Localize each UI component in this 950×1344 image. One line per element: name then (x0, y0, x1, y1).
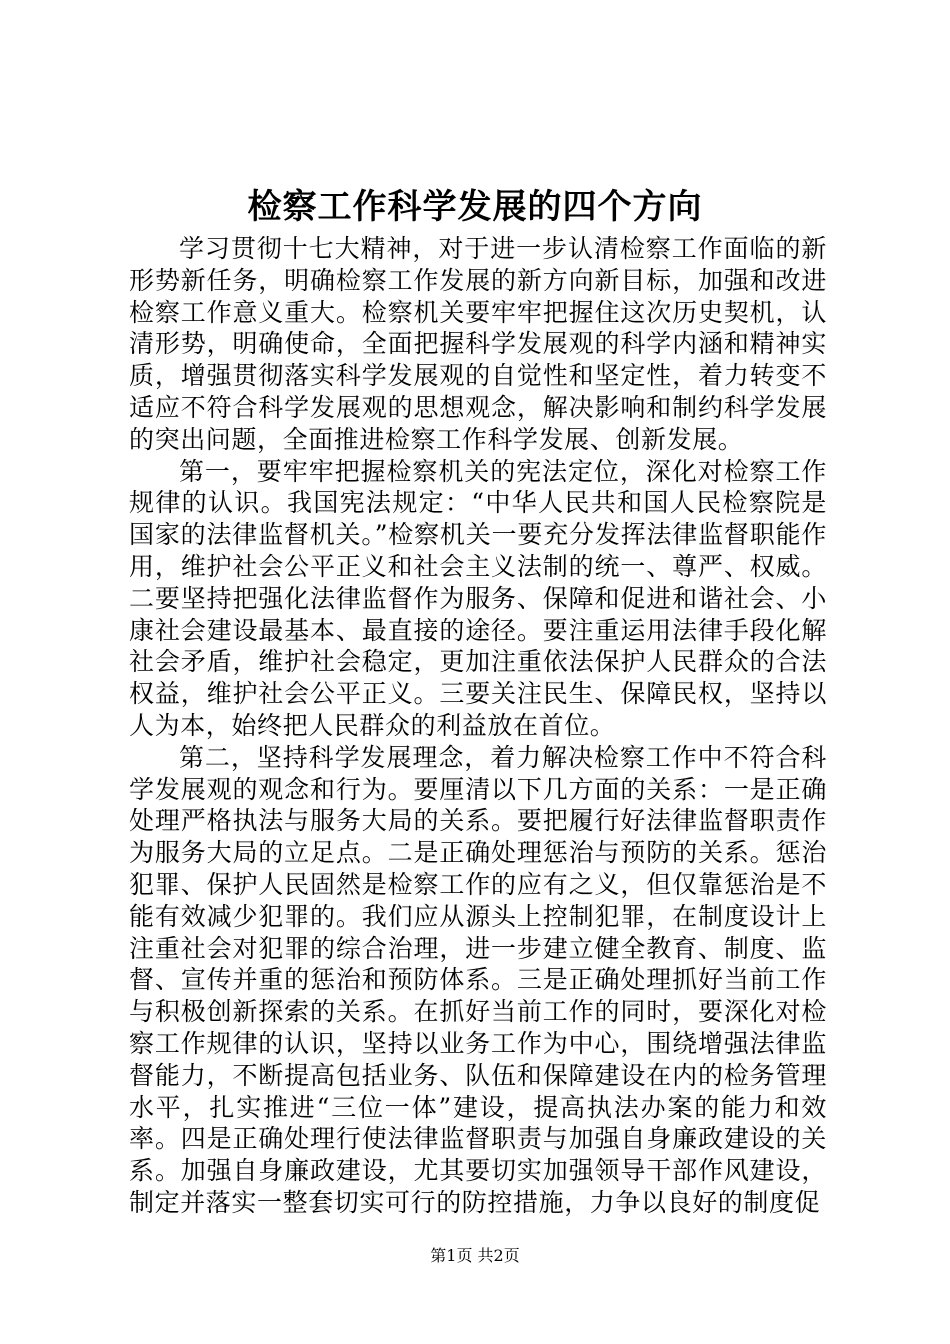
paragraph-first: 第一，要牢牢把握检察机关的宪法定位，深化对检察工作规律的认识。我国宪法规定：“中华人民共和国人民检察院是国家的法律监督机关。”检察机关一要充分发挥法律监督职能作用，维护社会公平正义和社会主义法制的统一、尊严、权威。二要坚持把强化法律监督作为服务、保障和促进和谐社会、小康社会建设最基本、最直接的途径。要注重运用法律手段化解社会矛盾，维护社会稳定，更加注重依法保护人民群众的合法权益，维护社会公平正义。三要关注民生、保障民权，坚持以人为本，始终把人民群众的利益放在首位。 (129, 456, 827, 740)
paragraph-second: 第二，坚持科学发展理念，着力解决检察工作中不符合科学发展观的观念和行为。要厘清以下几方面的关系：一是正确处理严格执法与服务大局的关系。要把履行好法律监督职责作为服务大局的立足点。二是正确处理惩治与预防的关系。惩治犯罪、保护人民固然是检察工作的应有之义，但仅靠惩治是不能有效减少犯罪的。我们应从源头上控制犯罪，在制度设计上注重社会对犯罪的综合治理，进一步建立健全教育、制度、监督、宣传并重的惩治和预防体系。三是正确处理抓好当前工作与积极创新探索的关系。在抓好当前工作的同时，要深化对检察工作规律的认识，坚持以业务工作为中心，围绕增强法律监督能力，不断提高包括业务、队伍和保障建设在内的检务管理水平，扎实推进“三位一体”建设，提高执法办案的能力和效率。四是正确处理行使法律监督职责与加强自身廉政建设的关系。加强自身廉政建设，尤其要切实加强领导干部作风建设，制定并落实一整套切实可行的防控措施，力争以良好的制度促 (129, 742, 827, 1217)
document-title: 检察工作科学发展的四个方向 (247, 187, 703, 227)
paragraph-intro: 学习贯彻十七大精神，对于进一步认清检察工作面临的新形势新任务，明确检察工作发展的新方向新目标，加强和改进检察工作意义重大。检察机关要牢牢把握住这次历史契机，认清形势，明确使命，全面把握科学发展观的科学内涵和精神实质，增强贯彻落实科学发展观的自觉性和坚定性，着力转变不适应不符合科学发展观的思想观念，解决影响和制约科学发展的突出问题，全面推进检察工作科学发展、创新发展。 (129, 234, 827, 454)
document-body (129, 233, 827, 1219)
page-footer: 第1页 共2页 (430, 1246, 520, 1265)
